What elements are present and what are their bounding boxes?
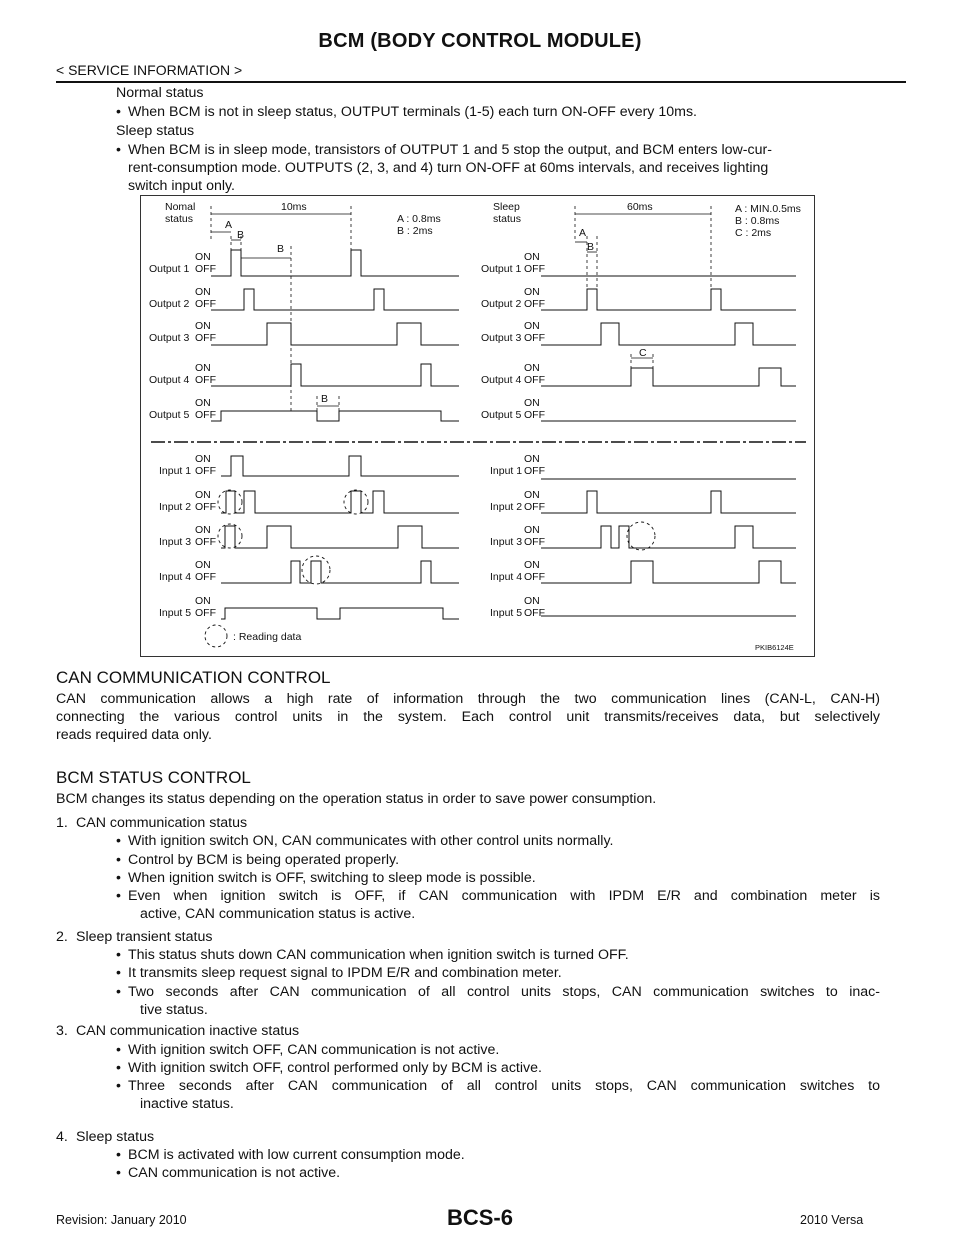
figure-code: PKIB6124E (755, 643, 794, 652)
bullet-marker: • (116, 1042, 121, 1058)
waveform-input-2 (221, 491, 459, 513)
input-label: Input 2 (490, 501, 523, 513)
output-label: Output 4 (149, 374, 190, 386)
marker-label: B (321, 393, 329, 405)
off-label: OFF (524, 536, 545, 548)
marker-label: A (225, 219, 233, 231)
output-label: Output 3 (149, 332, 190, 344)
reading-data-marks (205, 490, 655, 647)
off-label: OFF (195, 332, 216, 344)
legend-line: B : 0.8ms (735, 215, 780, 227)
bullet-marker: • (116, 1078, 121, 1094)
list-number: 4. (56, 1129, 68, 1145)
on-label: ON (524, 595, 540, 607)
can-comm-line: reads required data only. (56, 727, 212, 743)
waveform-output-3 (211, 323, 459, 345)
reading-data-legend: : Reading data (233, 631, 302, 643)
legend-line: B : 2ms (397, 225, 433, 237)
off-label: OFF (195, 263, 216, 275)
input-label: Input 5 (490, 607, 523, 619)
input-label: Input 4 (490, 571, 523, 583)
marker-label: C (639, 347, 647, 359)
output-label: Output 1 (481, 263, 522, 275)
bullet-marker: • (116, 852, 121, 868)
off-label: OFF (524, 332, 545, 344)
waveform-output-2 (211, 289, 459, 310)
bullet-marker: • (116, 888, 121, 904)
list-bullet: With ignition switch ON, CAN communicates with other control units normally. (128, 833, 614, 849)
on-label: ON (524, 524, 540, 536)
can-comm-line: CAN communication allows a high rate of information through the two communication lines (CAN-L, CAN-H) (56, 691, 880, 707)
timing-diagram (140, 195, 815, 657)
input-label: Input 4 (159, 571, 192, 583)
normal-status-label: Nomal (165, 201, 196, 213)
list-number: 2. (56, 929, 68, 945)
sleep-status-bullet-line: When BCM is in sleep mode, transistors of OUTPUT 1 and 5 stop the output, and BCM enters low-cur- (128, 142, 772, 158)
list-bullet: This status shuts down CAN communication when ignition switch is turned OFF. (128, 947, 629, 963)
bullet-marker: • (116, 1060, 121, 1076)
output-label: Output 5 (481, 409, 522, 421)
on-label: ON (524, 453, 540, 465)
list-label: CAN communication status (76, 815, 248, 831)
on-label: ON (195, 524, 211, 536)
on-label: ON (195, 362, 211, 374)
off-label: OFF (195, 409, 216, 421)
on-label: ON (195, 489, 211, 501)
off-label: OFF (195, 501, 216, 513)
output-label: Output 2 (481, 298, 522, 310)
on-label: ON (195, 251, 211, 263)
status-control-heading: BCM STATUS CONTROL (56, 768, 251, 787)
list-bullet: Three seconds after CAN communication of all control units stops, CAN communication switches to (128, 1078, 880, 1094)
list-number: 1. (56, 815, 68, 831)
input-label: Input 3 (159, 536, 192, 548)
waveform-output-4 (211, 364, 459, 386)
list-bullet: tive status. (140, 1002, 208, 1018)
waveform-sleep-output-3 (541, 323, 796, 345)
off-label: OFF (195, 536, 216, 548)
on-label: ON (195, 320, 211, 332)
list-bullet: active, CAN communication status is active. (140, 906, 416, 922)
list-bullet: With ignition switch OFF, control performed only by BCM is active. (128, 1060, 542, 1076)
list-number: 3. (56, 1023, 68, 1039)
off-label: OFF (524, 263, 545, 275)
waveform-sleep-output-4 (541, 368, 796, 386)
output-label: Output 5 (149, 409, 190, 421)
off-label: OFF (195, 607, 216, 619)
list-bullet: CAN communication is not active. (128, 1165, 341, 1181)
off-label: OFF (195, 571, 216, 583)
list-bullet: When ignition switch is OFF, switching to sleep mode is possible. (128, 870, 536, 886)
output-label: Output 4 (481, 374, 522, 386)
period-label: 60ms (627, 201, 653, 213)
list-bullet: With ignition switch OFF, CAN communication is not active. (128, 1042, 500, 1058)
waveform-input-1 (221, 456, 459, 476)
list-bullet: It transmits sleep request signal to IPDM E/R and combination meter. (128, 965, 562, 981)
input-label: Input 3 (490, 536, 523, 548)
off-label: OFF (524, 571, 545, 583)
list-bullet: Two seconds after CAN communication of all control units stops, CAN communication switches to inac- (128, 984, 880, 1000)
off-label: OFF (524, 465, 545, 477)
waveform-sleep-input-2 (541, 491, 796, 513)
sleep-status-bullet-line: rent-consumption mode. OUTPUTS (2, 3, and 4) turn ON-OFF at 60ms intervals, and receives lighting (128, 160, 769, 176)
list-bullet: BCM is activated with low current consumption mode. (128, 1147, 465, 1163)
marker-label: B (277, 243, 285, 255)
on-label: ON (195, 286, 211, 298)
marker-label: A (579, 227, 587, 239)
on-label: ON (524, 489, 540, 501)
off-label: OFF (195, 298, 216, 310)
header-rule (56, 81, 906, 83)
on-label: ON (524, 362, 540, 374)
bullet-marker: • (116, 104, 121, 120)
input-label: Input 5 (159, 607, 192, 619)
on-label: ON (524, 251, 540, 263)
waveform-input-3 (221, 526, 459, 548)
page-title: BCM (BODY CONTROL MODULE) (318, 30, 642, 52)
normal-status-bullet: When BCM is not in sleep status, OUTPUT terminals (1-5) each turn ON-OFF every 10ms. (128, 104, 697, 120)
bullet-marker: • (116, 984, 121, 1000)
off-label: OFF (524, 501, 545, 513)
sleep-status-label: Sleep (493, 201, 520, 213)
waveform-input-5 (221, 608, 459, 619)
on-label: ON (524, 559, 540, 571)
waveform-sleep-input-4 (541, 561, 796, 583)
input-label: Input 1 (490, 465, 523, 477)
section-label: < SERVICE INFORMATION > (56, 62, 243, 78)
bullet-marker: • (116, 965, 121, 981)
off-label: OFF (195, 374, 216, 386)
waveform-sleep-input-3 (541, 526, 796, 548)
output-label: Output 3 (481, 332, 522, 344)
on-label: ON (195, 453, 211, 465)
sleep-status-heading: Sleep status (116, 123, 195, 139)
off-label: OFF (195, 465, 216, 477)
bullet-marker: • (116, 833, 121, 849)
list-label: Sleep status (76, 1129, 155, 1145)
off-label: OFF (524, 607, 545, 619)
diagram-labels (149, 201, 801, 652)
output-label: Output 1 (149, 263, 190, 275)
legend-line: C : 2ms (735, 227, 772, 239)
sleep-status-label: status (493, 213, 522, 225)
on-label: ON (524, 320, 540, 332)
off-label: OFF (524, 298, 545, 310)
list-bullet: Control by BCM is being operated properly. (128, 852, 400, 868)
can-comm-line: connecting the various control units in the system. Each control unit transmits/receives data, but selectively (56, 709, 880, 725)
on-label: ON (195, 559, 211, 571)
output-label: Output 2 (149, 298, 190, 310)
can-comm-heading: CAN COMMUNICATION CONTROL (56, 668, 331, 687)
input-label: Input 2 (159, 501, 192, 513)
bullet-marker: • (116, 1165, 121, 1181)
timing-diagram-svg (141, 196, 814, 656)
bullet-marker: • (116, 1147, 121, 1163)
on-label: ON (524, 286, 540, 298)
waveform-input-4 (221, 561, 459, 583)
waveform-sleep-output-2 (541, 289, 796, 310)
list-bullet: Even when ignition switch is OFF, if CAN communication with IPDM E/R and combination meter is (128, 888, 880, 904)
legend-line: A : 0.8ms (397, 213, 441, 225)
normal-status-heading: Normal status (116, 85, 204, 101)
off-label: OFF (524, 374, 545, 386)
list-label: Sleep transient status (76, 929, 213, 945)
waveform-output-1 (211, 250, 459, 276)
input-label: Input 1 (159, 465, 192, 477)
marker-label: B (587, 241, 595, 253)
on-label: ON (195, 595, 211, 607)
on-label: ON (195, 397, 211, 409)
page-number: BCS-6 (446, 1205, 513, 1230)
bullet-marker: • (116, 142, 121, 158)
model-label: 2010 Versa (800, 1213, 864, 1227)
guide-lines (211, 206, 711, 411)
list-bullet: inactive status. (140, 1096, 234, 1112)
off-label: OFF (524, 409, 545, 421)
period-label: 10ms (281, 201, 307, 213)
on-label: ON (524, 397, 540, 409)
waveform-output-5 (211, 411, 459, 421)
normal-status-label: status (165, 213, 194, 225)
marker-label: B (237, 229, 245, 241)
bullet-marker: • (116, 870, 121, 886)
sleep-status-bullet-line: switch input only. (128, 178, 235, 194)
revision-label: Revision: January 2010 (56, 1213, 187, 1227)
status-control-intro: BCM changes its status depending on the operation status in order to save power consumption. (56, 791, 657, 807)
bullet-marker: • (116, 947, 121, 963)
list-label: CAN communication inactive status (76, 1023, 300, 1039)
legend-line: A : MIN.0.5ms (735, 203, 801, 215)
